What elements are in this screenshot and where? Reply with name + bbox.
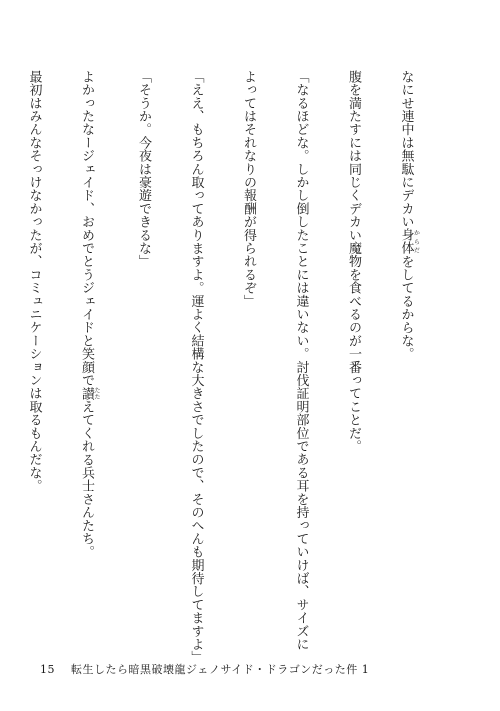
text-line-1: なにせ連中は無駄にデカい身体 からだをしてるからな。 bbox=[398, 70, 420, 361]
text-line-5: 「ええ、もちろん取ってありますよ。運よく結構な大きさでしたので、そのへんも期待してますよ」 bbox=[188, 70, 204, 664]
page-number: 15 bbox=[40, 663, 55, 676]
text-line-2: 腹を満たすには同じくデカい魔物を食べるのが一番ってことだ。 bbox=[346, 70, 361, 453]
text-line-8: 最初はみんなそっけなかったが、コミュニケーションは取るもんだな。 bbox=[26, 70, 42, 493]
ruby-annotation: 讃 たた bbox=[79, 386, 100, 401]
book-title: 転生したら暗黒破壊龍ジェノサイド・ドラゴンだった件 1 bbox=[71, 663, 370, 676]
ruby-annotation: 身体 からだ bbox=[398, 228, 420, 255]
text-line-4: よってはそれなりの報酬が得られるぞ」 bbox=[241, 70, 256, 308]
text-line-6: 「そうか。今夜は豪遊できるな」 bbox=[136, 70, 151, 268]
vertical-text-body bbox=[0, 70, 454, 664]
text-line-3: 「なるほどな。しかし倒したことには違いない。討伐証明部位である耳を持っていけば、サイズに bbox=[293, 70, 309, 651]
page-footer bbox=[40, 661, 369, 677]
text-line-7: よかったなージェイド、おめでとうジェイドと笑顔で讃 たたえてくれる兵士さんたち。 bbox=[79, 70, 100, 559]
